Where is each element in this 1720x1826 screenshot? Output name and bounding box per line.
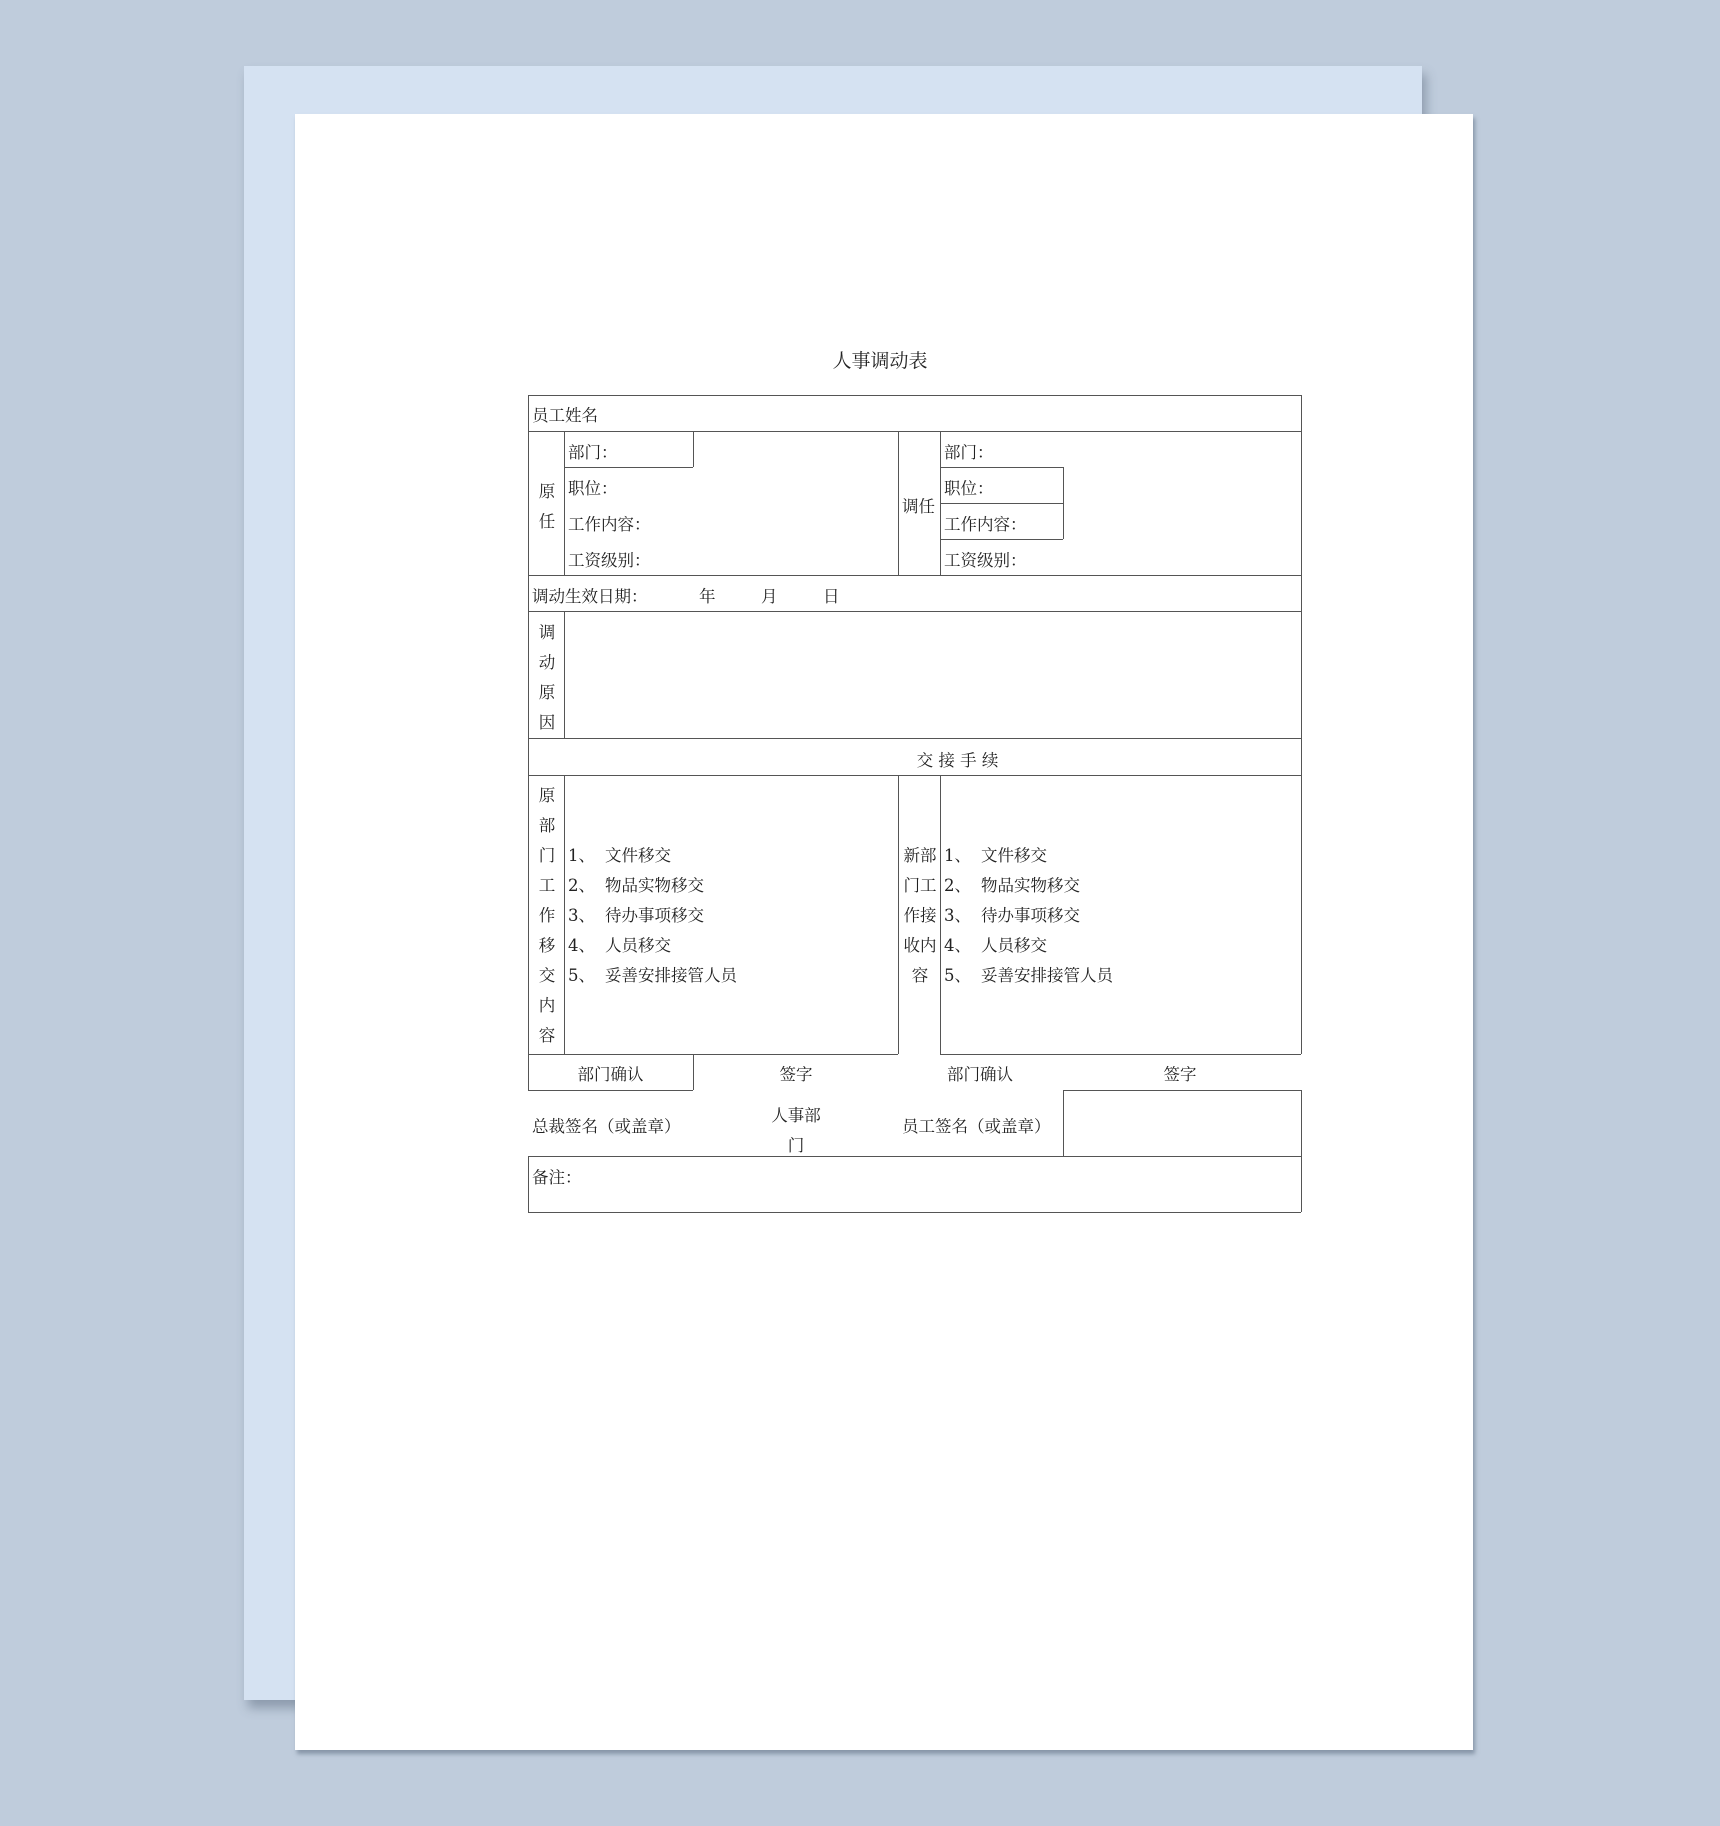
- employee-name-field[interactable]: [1030, 400, 1290, 426]
- remarks-field[interactable]: [580, 1160, 1296, 1208]
- right-sign-label: 签字: [1163, 1065, 1197, 1084]
- new-dept-handover-label: 新部 门工 作接 收内 容: [903, 846, 937, 985]
- original-department-field[interactable]: 部门：: [568, 443, 618, 462]
- new-salary-level-field[interactable]: 工资级别：: [944, 551, 1027, 570]
- original-position-label: 原 任: [538, 482, 556, 531]
- right-dept-confirm-label: 部门确认: [947, 1065, 1013, 1084]
- handover-header: 交 接 手 续: [916, 751, 999, 770]
- ceo-signature-label: 总裁签名（或盖章）: [532, 1117, 681, 1136]
- new-position-field[interactable]: 职位：: [944, 479, 994, 498]
- employee-name-label: 员工姓名: [532, 406, 598, 425]
- original-work-content-field[interactable]: 工作内容：: [568, 515, 651, 534]
- transfer-reason-label: 调 动 原 因: [538, 623, 556, 732]
- effective-date-month[interactable]: 月: [761, 587, 778, 606]
- new-work-content-field[interactable]: 工作内容：: [944, 515, 1027, 534]
- hr-dept-label: 人事部 门: [771, 1106, 821, 1155]
- new-department-field[interactable]: 部门：: [944, 443, 994, 462]
- original-dept-handover-label: 原 部 门 工 作 移 交 内 容: [538, 786, 556, 1045]
- transfer-reason-field[interactable]: [568, 614, 1296, 734]
- effective-date-label: 调动生效日期：: [532, 587, 648, 606]
- original-position-field[interactable]: 职位：: [568, 479, 618, 498]
- effective-date-year[interactable]: 年: [699, 587, 716, 606]
- left-dept-confirm-label: 部门确认: [577, 1065, 644, 1084]
- employee-signature-label: 员工签名（或盖章）: [902, 1117, 1051, 1136]
- employee-signature-field[interactable]: [1066, 1093, 1298, 1153]
- page-title: 人事调动表: [832, 350, 928, 372]
- original-salary-level-field[interactable]: 工资级别：: [568, 551, 651, 570]
- remarks-label: 备注：: [532, 1168, 582, 1187]
- effective-date-day[interactable]: 日: [823, 587, 840, 606]
- new-position-label: 调任: [902, 497, 935, 516]
- left-sign-label: 签字: [779, 1065, 813, 1084]
